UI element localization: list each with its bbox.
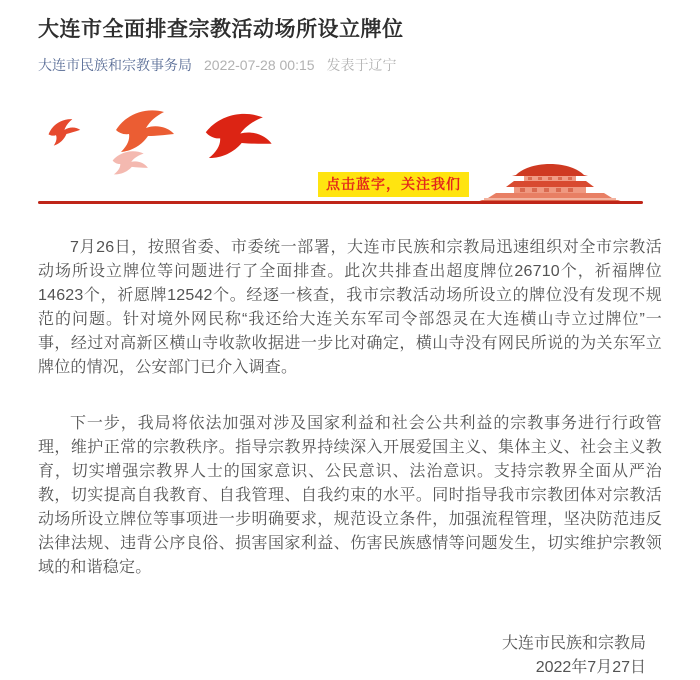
- account-name-link[interactable]: 大连市民族和宗教事务局: [38, 57, 192, 73]
- byline: [38, 56, 662, 74]
- publish-time: 2022-07-28 00:15: [204, 57, 315, 73]
- signature-org: 大连市民族和宗教局: [501, 635, 646, 652]
- publish-location: 发表于辽宁: [326, 57, 397, 73]
- paragraph: 下一步，我局将依法加强对涉及国家利益和社会公共利益的宗教事务进行行政管理，维护正常的宗教秩序。指导宗教界持续深入开展爱国主义、集体主义、社会主义教育，切实增强宗教界人士的国家意识、公民意识、法治意识。支持宗教界全面从严治教，切实提高自我教育、自我管理、自我约束的水平。同时指导我市宗教团体对宗教活动场所设立牌位等事项进一步明确要求，规范设立条件，加强流程管理，坚决防范违反法律法规、违背公序良俗、损害国家利益、伤害民族感情等问题发生，切实维护宗教领域的和谐稳定。: [38, 415, 662, 576]
- signature-date: 2022年7月27日: [535, 659, 646, 676]
- banner-image: [38, 106, 662, 206]
- dove-icon: [116, 110, 174, 152]
- paragraph: 7月26日，按照省委、市委统一部署，大连市民族和宗教局迅速组织对全市宗教活动场所设立牌位等问题进行了全面排查。此次共排查出超度牌位26710个，祈福牌位14623个，祈愿牌12542个。经逐一核查，我市宗教活动场所设立的牌位没有发现不规范的问题。针对境外网民称“我还给大连关东军司令部怨灵在大连横山寺立过牌位”一事，经过对高新区横山寺收款收据进一步比对确定，横山寺没有网民所说的为关东军立牌位的情况，公安部门已介入调查。: [38, 239, 662, 376]
- dove-icon: [46, 117, 82, 146]
- dove-icon: [111, 148, 150, 179]
- signature: [38, 632, 662, 680]
- page-title: 大连市全面排查宗教活动场所设立牌位: [38, 18, 404, 41]
- banner-divider-line: [38, 201, 643, 204]
- dove-icon: [203, 110, 274, 165]
- dove-icons: [38, 106, 288, 181]
- follow-us-badge[interactable]: 点击蓝字，关注我们: [318, 172, 469, 197]
- palace-icon: [468, 163, 632, 204]
